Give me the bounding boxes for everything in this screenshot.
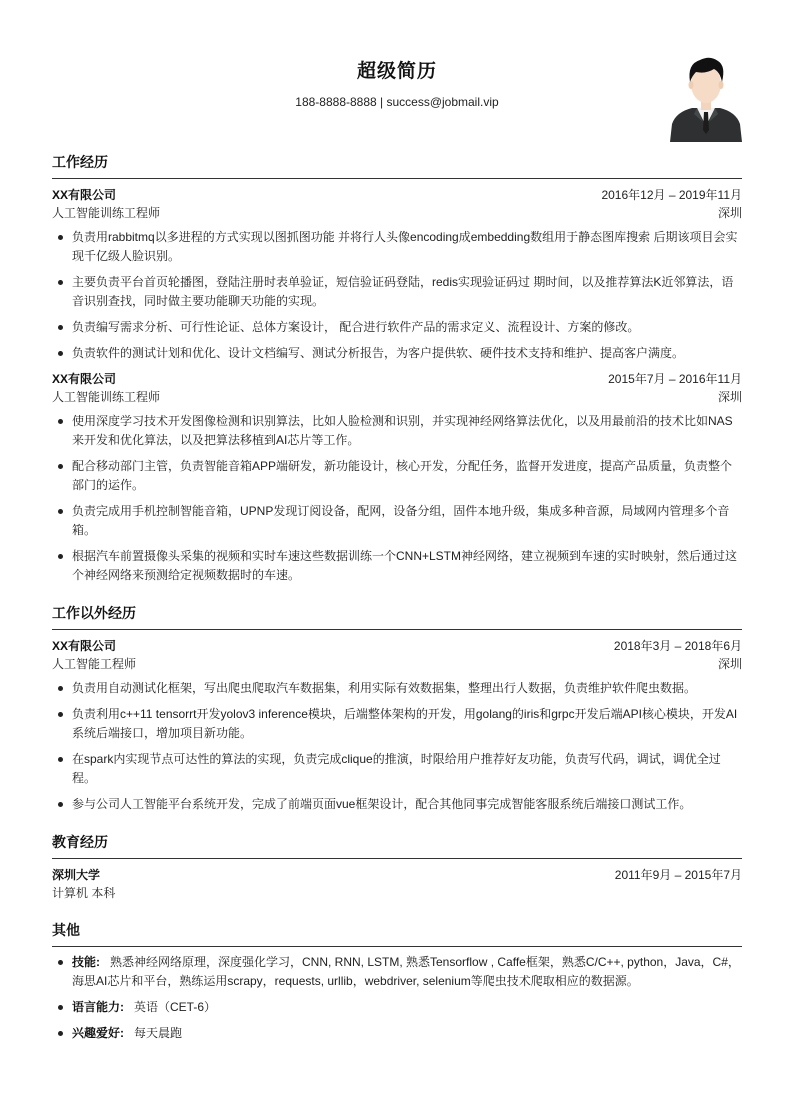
- bullet-item: 参与公司人工智能平台系统开发，完成了前端页面vue框架设计，配合其他同事完成智能客服系统后端接口测试工作。: [52, 795, 742, 814]
- extra-section: [52, 603, 742, 814]
- bullet-item: 配合移动部门主管，负责智能音箱APP端研发，新功能设计，核心开发，分配任务，监督开发进度，提高产品质量，负责整个部门的运作。: [52, 457, 742, 495]
- work-entry: [52, 186, 742, 363]
- company-name: XX有限公司: [52, 188, 117, 202]
- contact-info: 188-8888-8888 | success@jobmail.vip: [295, 95, 499, 109]
- job-city: 深圳: [717, 657, 742, 671]
- skills-label: 技能:: [72, 955, 100, 969]
- resume-header: [52, 52, 742, 142]
- education-entry: [52, 866, 742, 902]
- job-city: 深圳: [717, 390, 742, 404]
- work-section: [52, 152, 742, 585]
- language-text: 英语（CET-6）: [134, 1000, 217, 1014]
- school-name: 深圳大学: [52, 868, 101, 882]
- bullet-list: [52, 412, 742, 585]
- job-title: 人工智能训练工程师: [52, 390, 161, 404]
- date-range: 2018年3月 – 2018年6月: [613, 639, 742, 653]
- section-title-work: 工作经历: [52, 152, 742, 179]
- company-name: XX有限公司: [52, 372, 117, 386]
- hobby-item: [52, 1024, 742, 1043]
- language-item: [52, 998, 742, 1017]
- bullet-item: 负责利用c++11 tensorrt开发yolov3 inference模块，后端整体架构的开发，用golang的iris和grpc开发后端API核心模块，开发AI系统后端接口，增加项目新功能。: [52, 705, 742, 743]
- degree-major: 计算机 本科: [52, 886, 116, 900]
- bullet-item: 负责编写需求分析、可行性论证、总体方案设计， 配合进行软件产品的需求定义、流程设计、方案的修改。: [52, 318, 742, 337]
- resume-content: [52, 152, 742, 1043]
- education-section: [52, 832, 742, 902]
- work-entry: [52, 370, 742, 585]
- bullet-item: 使用深度学习技术开发图像检测和识别算法，比如人脸检测和识别，并实现神经网络算法优化，以及用最前沿的技术比如NAS来开发和优化算法，以及把算法移植到AI芯片等工作。: [52, 412, 742, 450]
- hobby-text: 每天晨跑: [134, 1026, 183, 1040]
- bullet-item: 在spark内实现节点可达性的算法的实现，负责完成clique的推演，时限给用户推荐好友功能，负责写代码，调试，调优全过程。: [52, 750, 742, 788]
- avatar: [670, 52, 742, 142]
- skills-item: [52, 953, 742, 991]
- resume-name: 超级简历: [356, 61, 437, 82]
- date-range: 2011年9月 – 2015年7月: [614, 868, 742, 882]
- section-title-other: 其他: [52, 920, 742, 947]
- bullet-list: [52, 953, 742, 1043]
- section-title-extra: 工作以外经历: [52, 603, 742, 630]
- bullet-item: 负责完成用手机控制智能音箱，UPNP发现订阅设备，配网，设备分组，固件本地升级，集成多种音源，局域网内管理多个音箱。: [52, 502, 742, 540]
- date-range: 2015年7月 – 2016年11月: [608, 372, 742, 386]
- section-title-education: 教育经历: [52, 832, 742, 859]
- bullet-list: [52, 228, 742, 363]
- bullet-item: 负责用rabbitmq以多进程的方式实现以图抓图功能 并将行人头像encoding成embedding数组用于静态图库搜索 后期该项目会实现千亿级人脸识别。: [52, 228, 742, 266]
- date-range: 2016年12月 – 2019年11月: [601, 188, 742, 202]
- bullet-item: 主要负责平台首页轮播图，登陆注册时表单验证，短信验证码登陆，redis实现验证码过 期时间，以及推荐算法K近邻算法，语音识别查找，同时做主要功能聊天功能的实现。: [52, 273, 742, 311]
- other-section: [52, 920, 742, 1043]
- bullet-list: [52, 679, 742, 814]
- bullet-item: 负责用自动测试化框架，写出爬虫爬取汽车数据集，利用实际有效数据集，整理出行人数据，负责维护软件爬虫数据。: [52, 679, 742, 698]
- job-title: 人工智能工程师: [52, 657, 137, 671]
- bullet-item: 负责软件的测试计划和优化、设计文档编写、测试分析报告，为客户提供软、硬件技术支持和维护、提高客户满度。: [52, 344, 742, 363]
- hobby-label: 兴趣爱好:: [72, 1026, 124, 1040]
- extra-entry: [52, 637, 742, 814]
- bullet-item: 根据汽车前置摄像头采集的视频和实时车速这些数据训练一个CNN+LSTM神经网络，建立视频到车速的实时映射，然后通过这个神经网络来预测给定视频数据时的车速。: [52, 547, 742, 585]
- language-label: 语言能力:: [72, 1000, 124, 1014]
- job-title: 人工智能训练工程师: [52, 206, 161, 220]
- job-city: 深圳: [717, 206, 742, 220]
- company-name: XX有限公司: [52, 639, 117, 653]
- skills-text: 熟悉神经网络原理，深度强化学习，CNN, RNN, LSTM, 熟悉Tensorflow , Caffe框架，熟悉C/C++, python，Java，C#，海思AI芯片和平台，熟练运用scrapy，requests, urllib，webdriver, selenium等爬虫技术爬取相应的数据源。: [72, 955, 740, 988]
